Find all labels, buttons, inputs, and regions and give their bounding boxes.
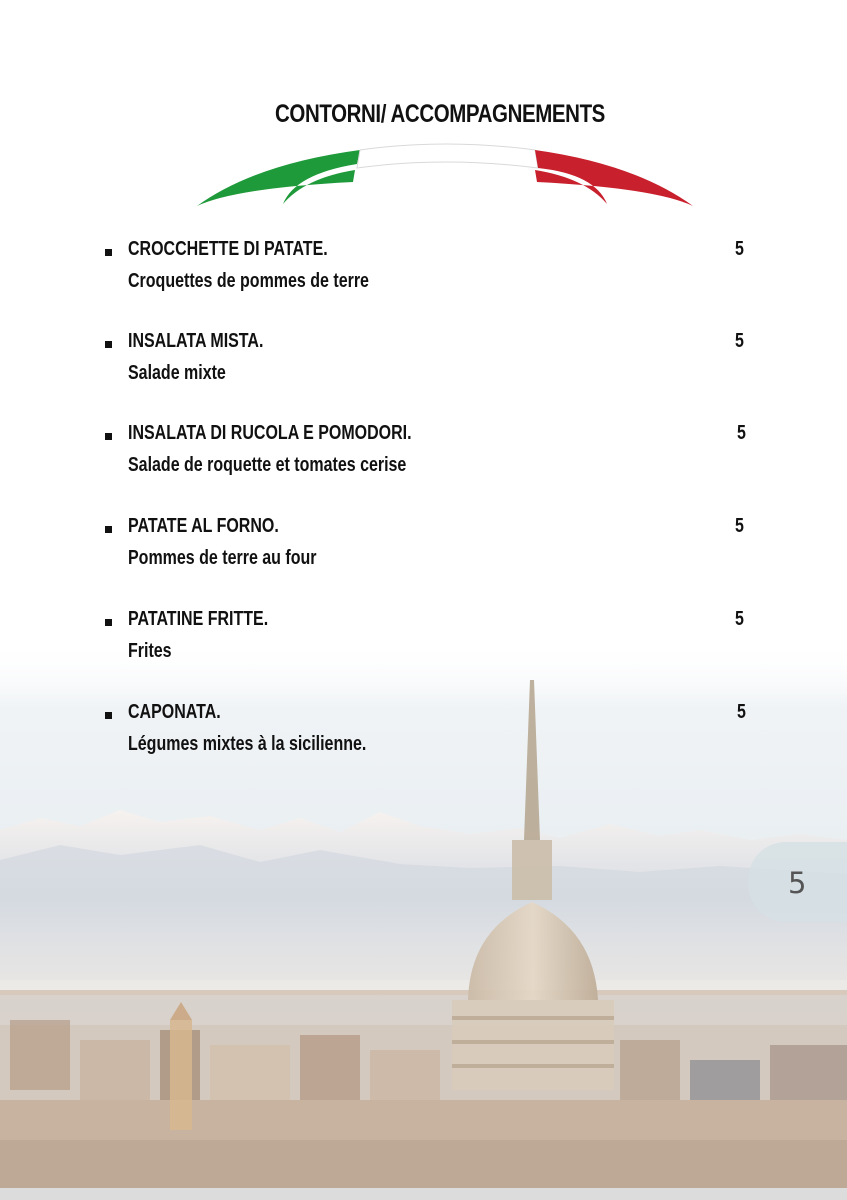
item-description: Frites xyxy=(128,640,172,662)
item-description: Salade de roquette et tomates cerise xyxy=(128,454,407,476)
item-price: 5 xyxy=(735,608,744,630)
item-price: 5 xyxy=(737,422,746,444)
item-name: PATATE AL FORNO. xyxy=(128,515,279,537)
item-name: PATATINE FRITTE. xyxy=(128,608,269,630)
item-description: Croquettes de pommes de terre xyxy=(128,270,369,292)
item-name: INSALATA DI RUCOLA E POMODORI. xyxy=(128,422,412,444)
item-price: 5 xyxy=(737,701,746,723)
item-description: Pommes de terre au four xyxy=(128,547,317,569)
list-item xyxy=(0,515,847,585)
list-item xyxy=(0,701,847,771)
list-item xyxy=(0,422,847,492)
item-name: CROCCHETTE DI PATATE. xyxy=(128,238,328,260)
italian-flag-swoosh xyxy=(195,138,695,212)
list-item xyxy=(0,608,847,678)
item-price: 5 xyxy=(735,238,744,260)
bullet-icon xyxy=(105,712,112,719)
item-price: 5 xyxy=(735,515,744,537)
item-name: CAPONATA. xyxy=(128,701,221,723)
bullet-icon xyxy=(105,526,112,533)
list-item xyxy=(0,330,847,400)
list-item xyxy=(0,238,847,308)
page-title: CONTORNI/ ACCOMPAGNEMENTS xyxy=(275,100,605,128)
bullet-icon xyxy=(105,249,112,256)
item-description: Salade mixte xyxy=(128,362,226,384)
page-number: 5 xyxy=(788,866,807,900)
bullet-icon xyxy=(105,341,112,348)
bullet-icon xyxy=(105,619,112,626)
item-price: 5 xyxy=(735,330,744,352)
bullet-icon xyxy=(105,433,112,440)
item-description: Légumes mixtes à la sicilienne. xyxy=(128,733,367,755)
item-name: INSALATA MISTA. xyxy=(128,330,264,352)
